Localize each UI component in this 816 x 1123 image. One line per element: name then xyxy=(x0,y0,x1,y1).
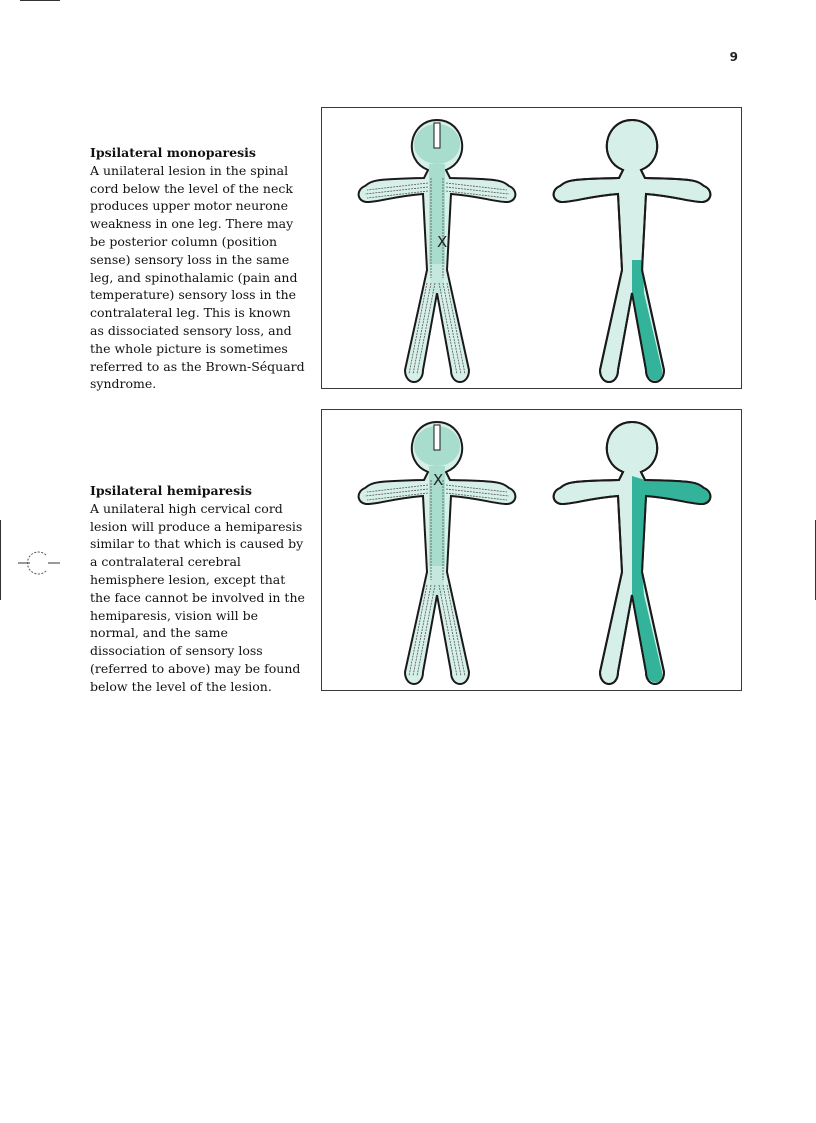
body-figure-sensory xyxy=(554,422,711,684)
x-mark-icon: X xyxy=(437,233,448,251)
page-number: 9 xyxy=(729,50,738,64)
section-body: A unilateral high cervical cord lesion will produce a hemiparesis similar to that which is caused by a contralateral cerebral hemisphere lesion, except that the face cannot be involved in the hemiparesis, vision will be normal, and the same dissociation of sensory loss (referred to above) may be found below the level of the lesion. xyxy=(90,500,305,694)
body-figure-sensory xyxy=(554,120,711,382)
x-mark-icon: X xyxy=(433,471,444,489)
body-figure-motor xyxy=(359,120,516,382)
section-body: A unilateral lesion in the spinal cord below the level of the neck produces upper motor neurone weakness in one leg. There may be posterior column (position sense) sensory loss in the same leg, and spinothalamic (pain and temperature) sensory loss in the contralateral leg. This is known as dissociated sensory loss, and the whole picture is sometimes referred to as the Brown-Séquard syndrome. xyxy=(90,162,305,392)
section-hemiparesis xyxy=(90,482,306,696)
section-heading: Ipsilateral monoparesis xyxy=(90,145,256,160)
crop-mark-left xyxy=(0,520,1,600)
section-heading: Ipsilateral hemiparesis xyxy=(90,483,252,498)
section-monoparesis xyxy=(90,144,306,393)
registration-mark-icon xyxy=(18,550,60,576)
crop-mark-top xyxy=(20,0,60,1)
figure-panel-monoparesis xyxy=(321,107,742,389)
body-figure-motor xyxy=(359,422,516,684)
figure-panel-hemiparesis xyxy=(321,409,742,691)
